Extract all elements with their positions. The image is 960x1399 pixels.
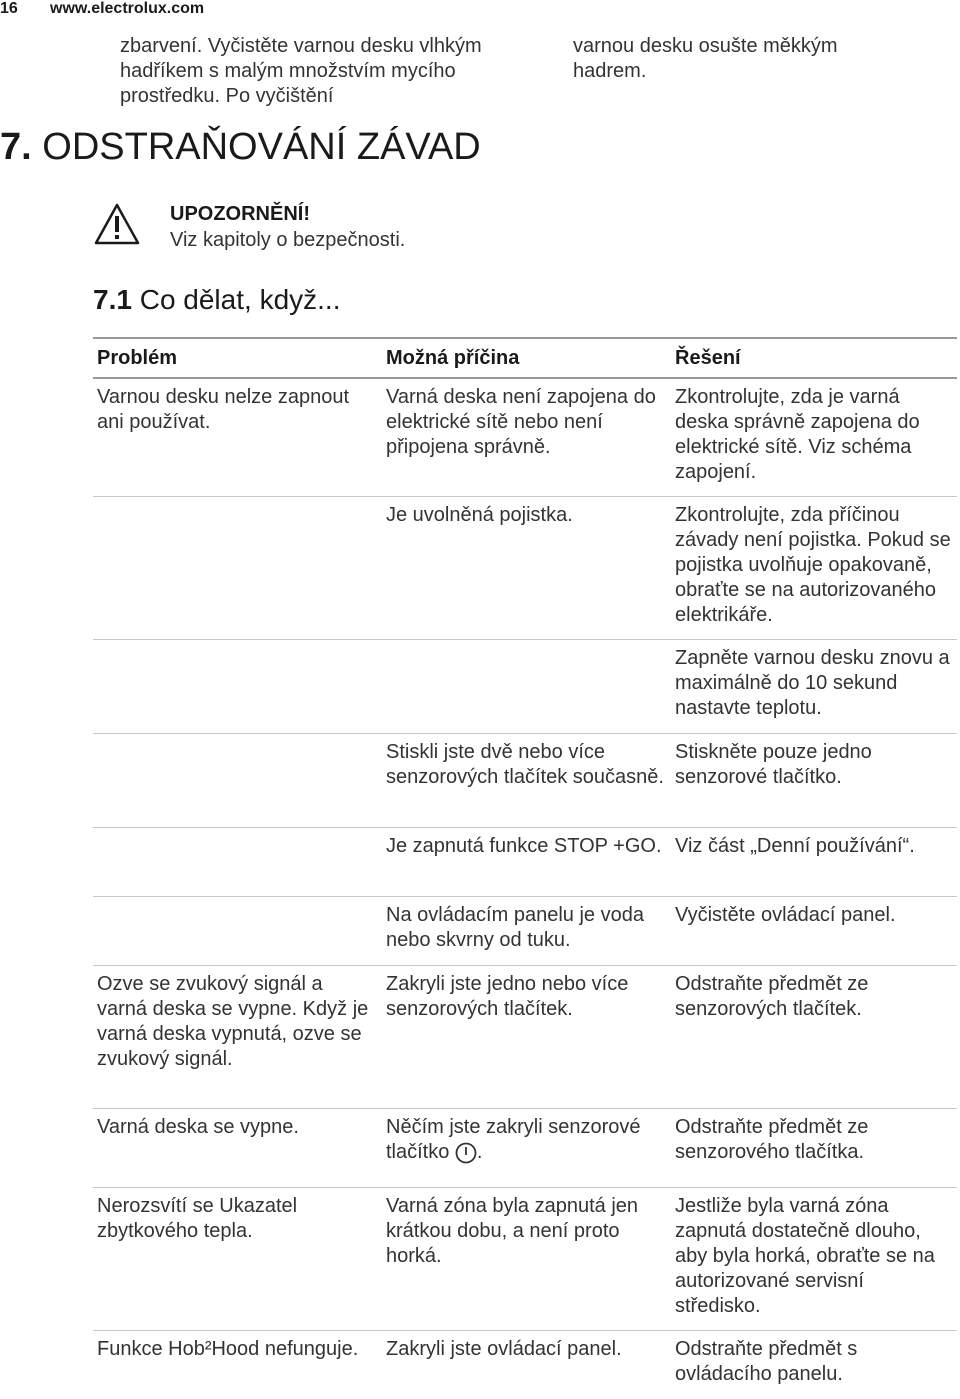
cell-problem [93, 734, 382, 827]
cell-cause: Je zapnutá funkce STOP +GO. [386, 835, 662, 857]
cell-cause [382, 1109, 671, 1187]
table-row [93, 1108, 957, 1187]
header-cause: Možná příčina [386, 346, 520, 369]
table-row [93, 1330, 957, 1399]
table-row [93, 733, 957, 827]
cell-solution: Zkontrolujte, zda příčinou závady není pojistka. Pokud se pojistka uvolňuje opakovaně, obraťte se na autorizovaného elektrikáře. [675, 504, 951, 626]
subsection-title: Co dělat, když... [139, 284, 341, 315]
section-title: ODSTRAŇOVÁNÍ ZÁVAD [42, 126, 481, 168]
cell-problem [93, 497, 382, 639]
table-row [93, 896, 957, 965]
cause-suffix: . [476, 1141, 483, 1163]
cell-problem: Funkce Hob²Hood nefunguje. [97, 1338, 359, 1360]
table-row [93, 379, 957, 496]
cell-solution: Zapněte varnou desku znovu a maximálně do 10 sekund nastavte teplotu. [675, 647, 950, 719]
warning-triangle-icon [94, 203, 140, 245]
site-url[interactable]: www.electrolux.com [50, 0, 205, 17]
page-header [0, 0, 204, 18]
cell-problem: Nerozsvítí se Ukazatel zbytkového tepla. [97, 1195, 298, 1242]
cell-cause [382, 640, 671, 733]
cell-solution: Jestliže byla varná zóna zapnutá dostatečně dlouho, aby byla horká, obraťte se na autorizované servisní středisko. [675, 1195, 935, 1317]
cell-cause: Stiskli jste dvě nebo více senzorových tlačítek současně. [386, 741, 664, 788]
cell-solution: Viz část „Denní používání“. [675, 835, 915, 857]
cell-solution: Vyčistěte ovládací panel. [675, 904, 896, 926]
header-solution: Řešení [675, 346, 741, 369]
continuation-text-left: zbarvení. Vyčistěte varnou desku vlhkým hadříkem s malým množstvím mycího prostředku. Po vyčištění [120, 35, 482, 107]
cell-problem: Varná deska se vypne. [97, 1116, 299, 1138]
cell-cause: Na ovládacím panelu je voda nebo skvrny od tuku. [386, 904, 644, 951]
table-row [93, 965, 957, 1108]
cell-problem [93, 640, 382, 733]
cell-cause: Je uvolněná pojistka. [386, 504, 573, 526]
table-row [93, 1187, 957, 1330]
cell-problem: Varnou desku nelze zapnout ani používat. [97, 386, 350, 433]
cell-solution: Odstraňte předmět ze senzorového tlačítka. [675, 1116, 869, 1163]
cell-problem [93, 828, 382, 896]
troubleshooting-table [93, 337, 957, 1399]
section-heading [0, 126, 481, 169]
subsection-heading [93, 284, 340, 316]
continuation-text-right: varnou desku osušte měkkým hadrem. [573, 35, 838, 82]
cause-text: Něčím jste zakryli senzorové tlačítko [386, 1116, 641, 1163]
warning-text: Viz kapitoly o bezpečnosti. [170, 229, 406, 251]
table-row [93, 496, 957, 639]
warning-title: UPOZORNĚNÍ! [170, 203, 310, 225]
page-number: 16 [0, 0, 18, 17]
cell-cause: Varná zóna byla zapnutá jen krátkou dobu, a není proto horká. [386, 1195, 639, 1267]
cell-cause: Varná deska není zapojena do elektrické sítě nebo není připojena správně. [386, 386, 656, 458]
cell-solution: Stiskněte pouze jedno senzorové tlačítko. [675, 741, 872, 788]
power-icon [455, 1142, 477, 1164]
cell-solution: Zkontrolujte, zda je varná deska správně zapojena do elektrické sítě. Viz schéma zapojení. [675, 386, 920, 483]
cell-solution: Odstraňte předmět s ovládacího panelu. [675, 1338, 858, 1385]
table-header [93, 337, 957, 379]
table-row [93, 827, 957, 896]
table-row [93, 639, 957, 733]
header-problem: Problém [97, 346, 178, 369]
cell-cause: Zakryli jste ovládací panel. [386, 1338, 622, 1360]
cell-problem [93, 897, 382, 965]
cell-problem: Ozve se zvukový signál a varná deska se vypne. Když je varná deska vypnutá, ozve se zvukový signál. [97, 973, 369, 1070]
section-number: 7. [0, 126, 32, 168]
subsection-number: 7.1 [93, 284, 132, 315]
cell-cause: Zakryli jste jedno nebo více senzorových tlačítek. [386, 973, 629, 1020]
cell-solution: Odstraňte předmět ze senzorových tlačítek. [675, 973, 869, 1020]
